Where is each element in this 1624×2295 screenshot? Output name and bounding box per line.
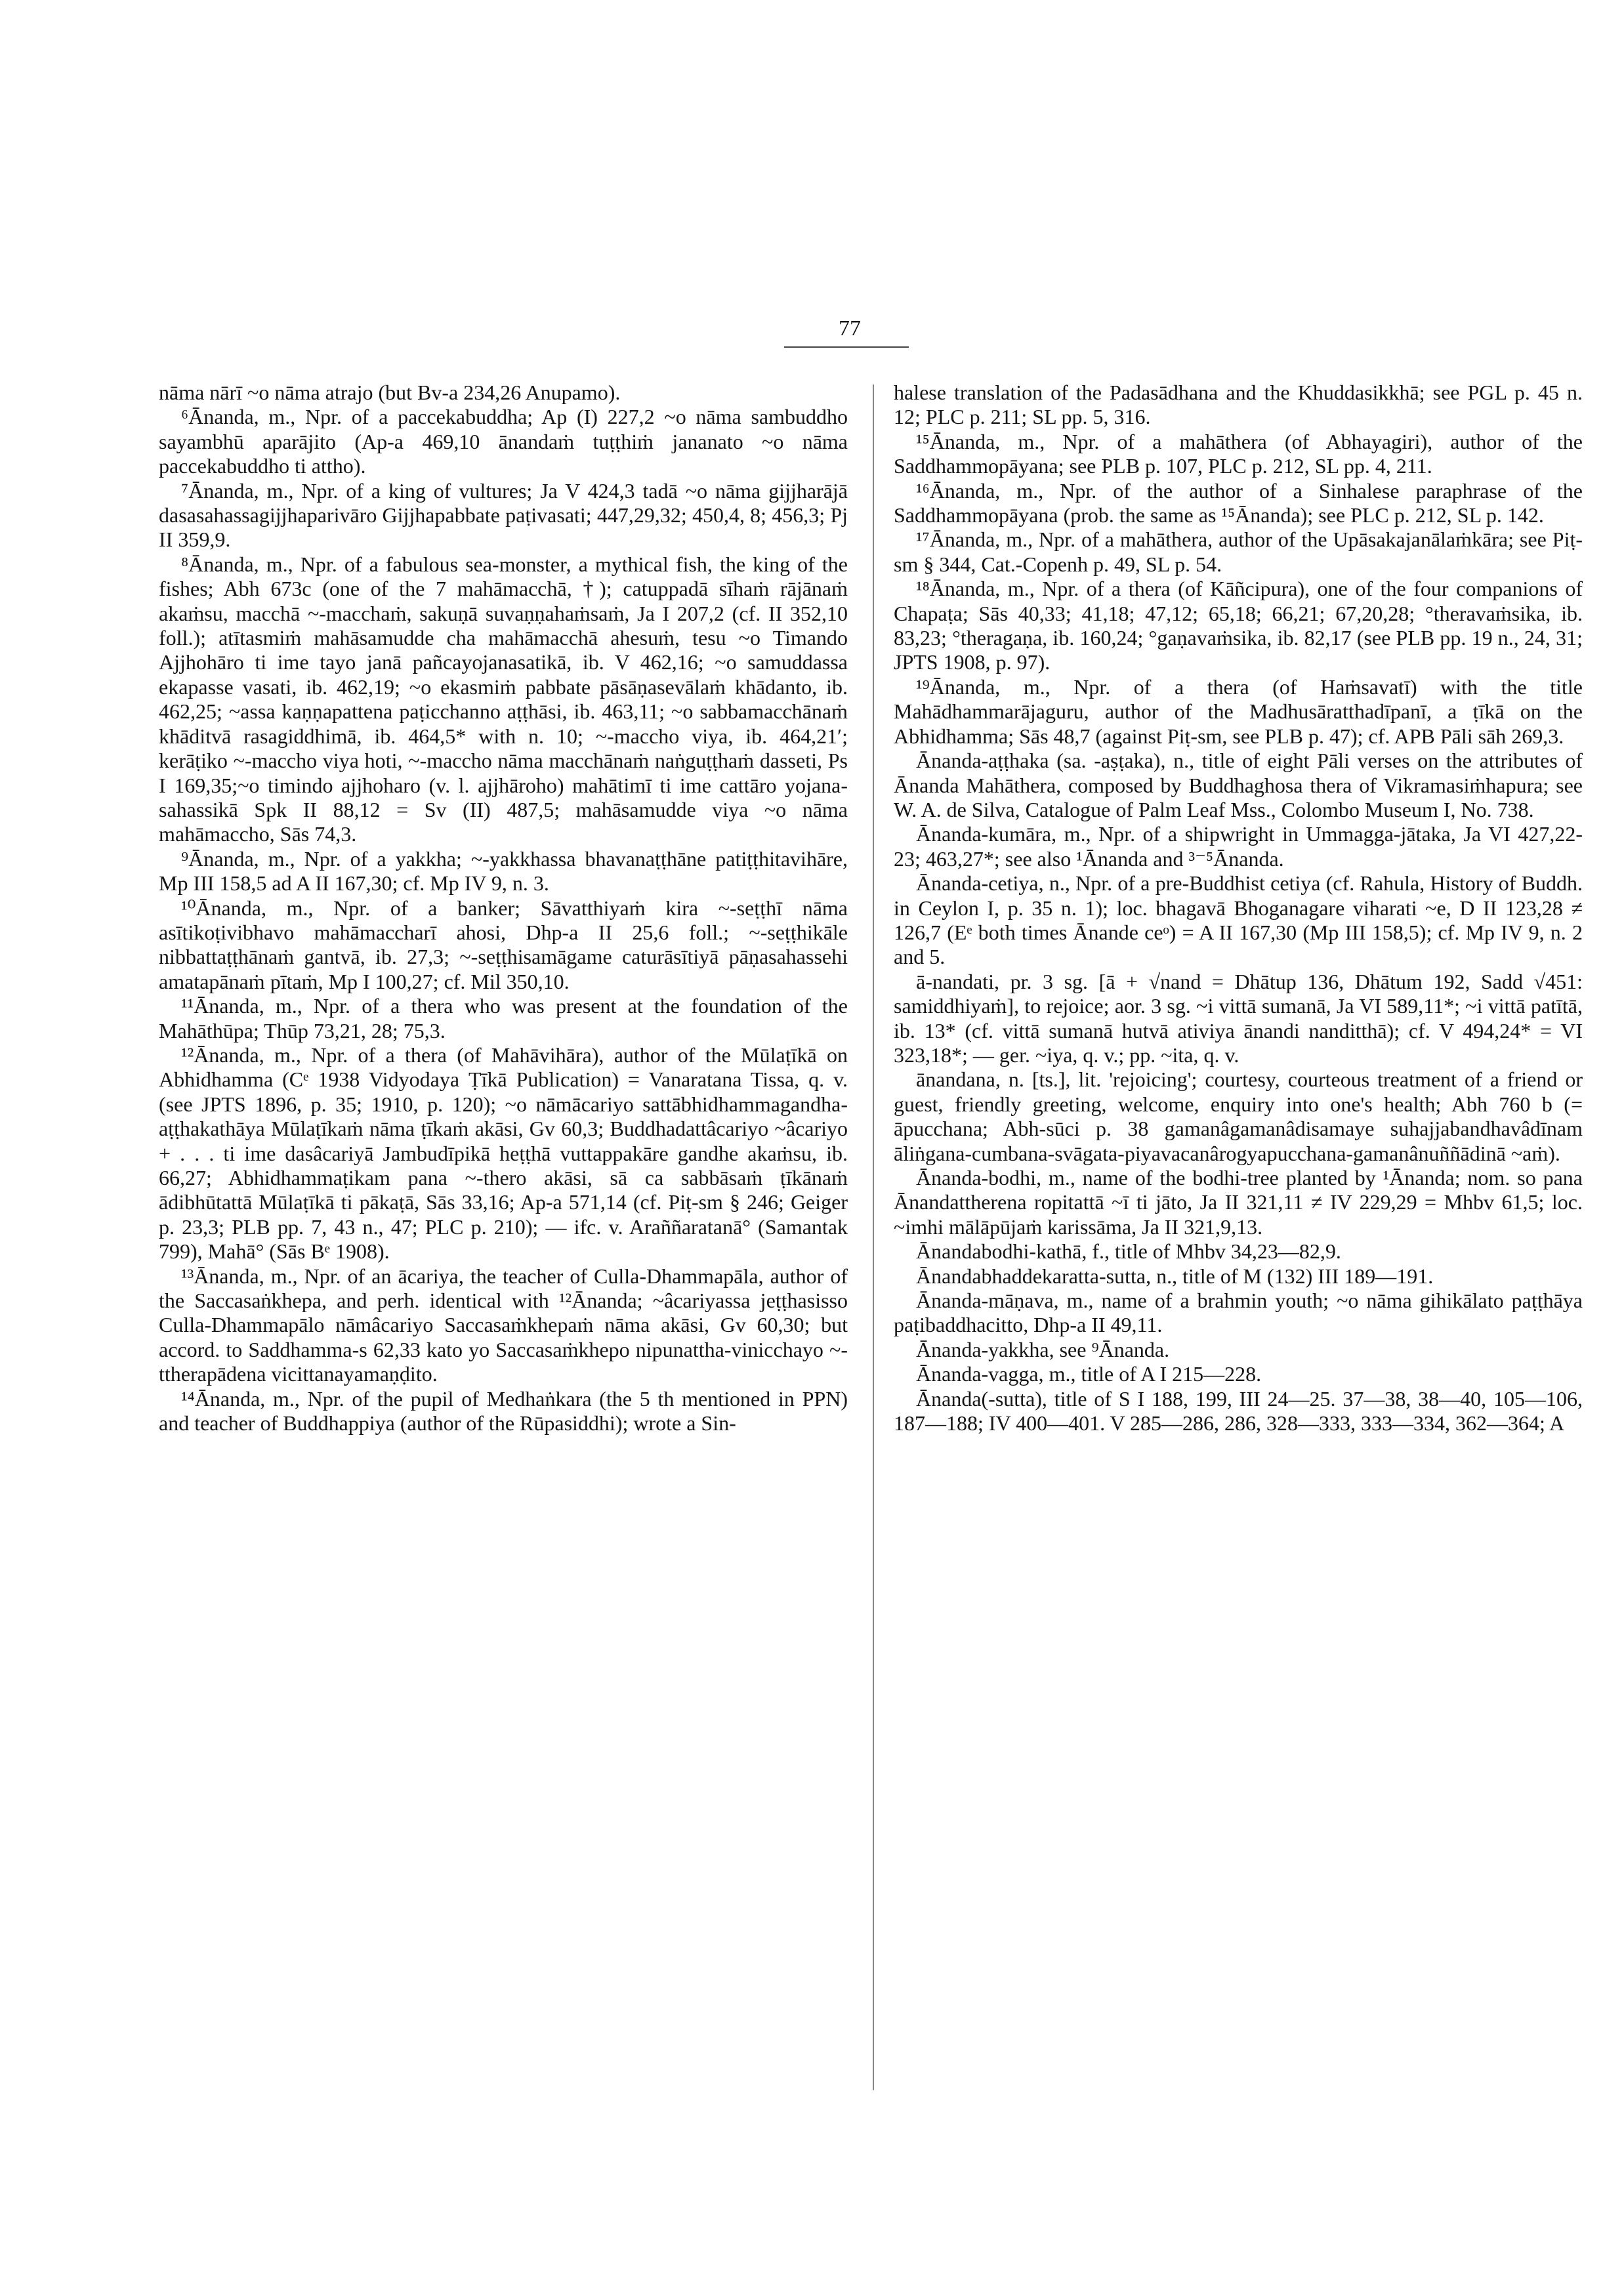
dictionary-entry: Ānanda-cetiya, n., Npr. of a pre-Buddhist cetiya (cf. Rahula, History of Buddh. in Ceylon I, p. 35 n. 1); loc. bhagavā Bhoganagare viharati ~e, D II 123,28 ≠ 126,7 (Eᵉ both times Ānande ceᵒ) = A II 167,30 (Mp III 158,5); cf. Mp IV 9, n. 2 and 5. bbox=[894, 871, 1583, 969]
continued-entry: halese translation of the Padasādhana and the Khuddasikkhā; see PGL p. 45 n. 12; PLC p. 211; SL pp. 5, 316. bbox=[894, 381, 1583, 429]
dictionary-entry: ¹⁵Ānanda, m., Npr. of a mahāthera (of Abhayagiri), author of the Saddhammopāyana; see PLB p. 107, PLC p. 212, SL pp. 4, 211. bbox=[894, 429, 1583, 478]
page-number-rule bbox=[784, 346, 909, 348]
dictionary-entry: ¹¹Ānanda, m., Npr. of a thera who was present at the foundation of the Mahāthūpa; Thūp 73,21, 28; 75,3. bbox=[159, 994, 848, 1043]
dictionary-entry: ¹⁶Ānanda, m., Npr. of the author of a Sinhalese paraphrase of the Saddhammopāyana (prob. the same as ¹⁵Ānanda); see PLC p. 212, SL p. 142. bbox=[894, 478, 1583, 527]
column-divider bbox=[873, 384, 874, 2090]
left-column bbox=[159, 381, 848, 2099]
dictionary-entry: ¹⁹Ānanda, m., Npr. of a thera (of Haṁsavatī) with the title Mahādhammarājaguru, author of the Madhusāratthadīpanī, a ṭīkā on the Abhidhamma; Sās 48,7 (against Piṭ-sm, see PLB p. 47); cf. APB Pāli sāh 269,3. bbox=[894, 674, 1583, 748]
dictionary-entry: Ānanda-māṇava, m., name of a brahmin youth; ~o nāma gihikālato paṭṭhāya paṭibaddhacitto, Dhp-a II 49,11. bbox=[894, 1289, 1583, 1337]
dictionary-entry: ⁶Ānanda, m., Npr. of a paccekabuddha; Ap (I) 227,2 ~o nāma sambuddho sayambhū aparājito (Ap-a 469,10 ānandaṁ tuṭṭhiṁ jananato ~o nāma paccekabuddho ti attho). bbox=[159, 405, 848, 478]
dictionary-entry: Ānanda-bodhi, m., name of the bodhi-tree planted by ¹Ānanda; nom. so pana Ānandattherena ropitattā ~ī ti jāto, Ja II 321,11 ≠ IV 229,29 = Mhbv 61,5; loc. ~imhi mālāpūjaṁ karissāma, Ja II 321,9,13. bbox=[894, 1166, 1583, 1239]
dictionary-entry: ⁹Ānanda, m., Npr. of a yakkha; ~-yakkhassa bhavanaṭṭhāne patiṭṭhitavihāre, Mp III 158,5 ad A II 167,30; cf. Mp IV 9, n. 3. bbox=[159, 846, 848, 896]
dictionary-entry: ānandana, n. [ts.], lit. 'rejoicing'; courtesy, courteous treatment of a friend or guest, friendly greeting, welcome, enquiry into one's health; Abh 760 b (= āpucchana; Abh-sūci p. 38 gamanâgamanâdisamaye suhajjabandhavâdīnam āliṅgana-cumbana-svāgata-piyavacanârogyapucchana-gamanânuññādinā ~aṁ). bbox=[894, 1067, 1583, 1165]
dictionary-entry: ā-nandati, pr. 3 sg. [ā + √nand = Dhātup 136, Dhātum 192, Sadd √451: samiddhiyaṁ], to rejoice; aor. 3 sg. ~i vittā sumanā, Ja VI 589,11*; ~i vittā patītā, ib. 13* (cf. vittā sumanā hutvā ativiya ānandi nanditthā); cf. V 494,24* = VI 323,18*; — ger. ~iya, q. v.; pp. ~ita, q. v. bbox=[894, 969, 1583, 1067]
dictionary-entry: Ānanda(-sutta), title of S I 188, 199, III 24—25. 37—38, 38—40, 105—106, 187—188; IV 400—401. V 285—286, 286, 328—333, 333—334, 362—364; A bbox=[894, 1386, 1583, 1436]
dictionary-entry: Ānanda-yakkha, see ⁹Ānanda. bbox=[916, 1337, 1170, 1361]
dictionary-entry: Ānandabhaddekaratta-sutta, n., title of M (132) III 189—191. bbox=[916, 1264, 1434, 1288]
dictionary-entry: ⁷Ānanda, m., Npr. of a king of vultures; Ja V 424,3 tadā ~o nāma gijjharājā dasasahassagijjhaparivāro Gijjhapabbate paṭivasati; 447,29,32; 450,4, 8; 456,3; Pj II 359,9. bbox=[159, 478, 848, 552]
right-column bbox=[894, 381, 1583, 2099]
dictionary-entry: Ānanda-kumāra, m., Npr. of a shipwright in Ummagga-jātaka, Ja VI 427,22-23; 463,27*; see also ¹Ānanda and ³⁻⁵Ānanda. bbox=[894, 822, 1583, 871]
continued-entry: nāma nārī ~o nāma atrajo (but Bv-a 234,26 Anupamo). bbox=[159, 381, 621, 404]
dictionary-entry: Ānanda-vagga, m., title of A I 215—228. bbox=[916, 1362, 1262, 1386]
dictionary-entry: ¹³Ānanda, m., Npr. of an ācariya, the teacher of Culla-Dhammapāla, author of the Saccasaṅkhepa, and perh. identical with ¹²Ānanda; ~âcariyassa jeṭṭhasisso Culla-Dhammapālo nāmâcariyo Saccasaṁkhepaṁ nāma akāsi, Gv 60,30; but accord. to Saddhamma-s 62,33 kato yo Saccasaṁkhepo nipunattha-vinicchayo ~-ttherapādena vicittanayamaṇḍito. bbox=[159, 1264, 848, 1386]
dictionary-entry: ⁸Ānanda, m., Npr. of a fabulous sea-monster, a mythical fish, the king of the fishes; Abh 673c (one of the 7 mahāmacchā, †); catuppadā sīhaṁ rājānaṁ akaṁsu, macchā ~-macchaṁ, sakuṇā suvaṇṇahaṁsaṁ, Ja I 207,2 (cf. II 352,10 foll.); atītasmiṁ mahāsamudde cha mahāmacchā ahesuṁ, tesu ~o Timando Ajjhohāro ti ime tayo janā pañcayojanasatikā, ib. V 462,16; ~o samuddassa ekapasse vasati, ib. 462,19; ~o ekasmiṁ pabbate pāsāṇasevālaṁ khādanto, ib. 462,25; ~assa kaṇṇapattena paṭicchanno aṭṭhāsi, ib. 463,11; ~o sabbamacchānaṁ khāditvā rasagiddhimā, ib. 464,5* with n. 10; ~-maccho viya, ib. 464,21′; kerāṭiko ~-maccho viya hoti, ~-maccho nāma macchānaṁ naṅguṭṭhaṁ dasseti, Ps I 169,35;~o timindo ajjhoharo (v. l. ajjhāroho) mahātimī ti ime cattāro yojana-sahassikā Spk II 88,12 = Sv (II) 487,5; mahāsamudde viya ~o nāma mahāmaccho, Sās 74,3. bbox=[159, 552, 848, 846]
dictionary-entry: ¹⁰Ānanda, m., Npr. of a banker; Sāvatthiyaṁ kira ~-seṭṭhī nāma asītikoṭivibhavo mahāmaccharī ahosi, Dhp-a II 25,6 foll.; ~-seṭṭhikāle nibbattaṭṭhānaṁ gantvā, ib. 27,3; ~-seṭṭhisamāgame caturāsītiyā pāṇasahassehi amatapānaṁ pītaṁ, Mp I 100,27; cf. Mil 350,10. bbox=[159, 896, 848, 993]
dictionary-entry: ¹⁷Ānanda, m., Npr. of a mahāthera, author of the Upāsakajanālaṁkāra; see Piṭ-sm § 344, Cat.-Copenh p. 49, SL p. 54. bbox=[894, 527, 1583, 576]
dictionary-entry: ¹²Ānanda, m., Npr. of a thera (of Mahāvihāra), author of the Mūlaṭīkā on Abhidhamma (Cᵉ 1938 Vidyodaya Ṭīkā Publication) = Vanaratana Tissa, q. v. (see JPTS 1896, p. 35; 1910, p. 120); ~o nāmācariyo sattābhidhammagandha-aṭṭhakathāya Mūlaṭīkaṁ nāma ṭīkaṁ akāsi, Gv 60,3; Buddhadattâcariyo ~âcariyo + . . . ti ime dasâcariyā Jambudīpikā heṭṭhā vuttappakāre gandhe akaṁsu, ib. 66,27; Abhidhammaṭikam pana ~-thero akāsi, sā ca sabbāsaṁ ṭīkānaṁ ādibhūtattā Mūlaṭīkā ti pākaṭā, Sās 33,16; Ap-a 571,14 (cf. Piṭ-sm § 246; Geiger p. 23,3; PLB pp. 7, 43 n., 47; PLC p. 210); — ifc. v. Araññaratanā° (Samantak 799), Mahā° (Sās Bᵉ 1908). bbox=[159, 1043, 848, 1264]
dictionary-entry: Ānanda-aṭṭhaka (sa. -aṣṭaka), n., title of eight Pāli verses on the attributes of Ānanda Mahāthera, composed by Buddhaghosa thera of Vikramasiṁhapura; see W. A. de Silva, Catalogue of Palm Leaf Mss., Colombo Museum I, No. 738. bbox=[894, 749, 1583, 821]
dictionary-entry: Ānandabodhi-kathā, f., title of Mhbv 34,23—82,9. bbox=[916, 1239, 1341, 1264]
dictionary-entry: ¹⁴Ānanda, m., Npr. of the pupil of Medhaṅkara (the 5 th mentioned in PPN) and teacher of Buddhappiya (author of the Rūpasiddhi); wrote a Sin- bbox=[159, 1386, 848, 1436]
page-number: 77 bbox=[839, 316, 861, 341]
dictionary-entry: ¹⁸Ānanda, m., Npr. of a thera (of Kāñcipura), one of the four companions of Chapaṭa; Sās 40,33; 41,18; 47,12; 65,18; 66,21; 67,20,28; °theravaṁsika, ib. 83,23; °theragaṇa, ib. 160,24; °gaṇavaṁsika, ib. 82,17 (see PLB pp. 19 n., 24, 31; JPTS 1908, p. 97). bbox=[894, 577, 1583, 674]
